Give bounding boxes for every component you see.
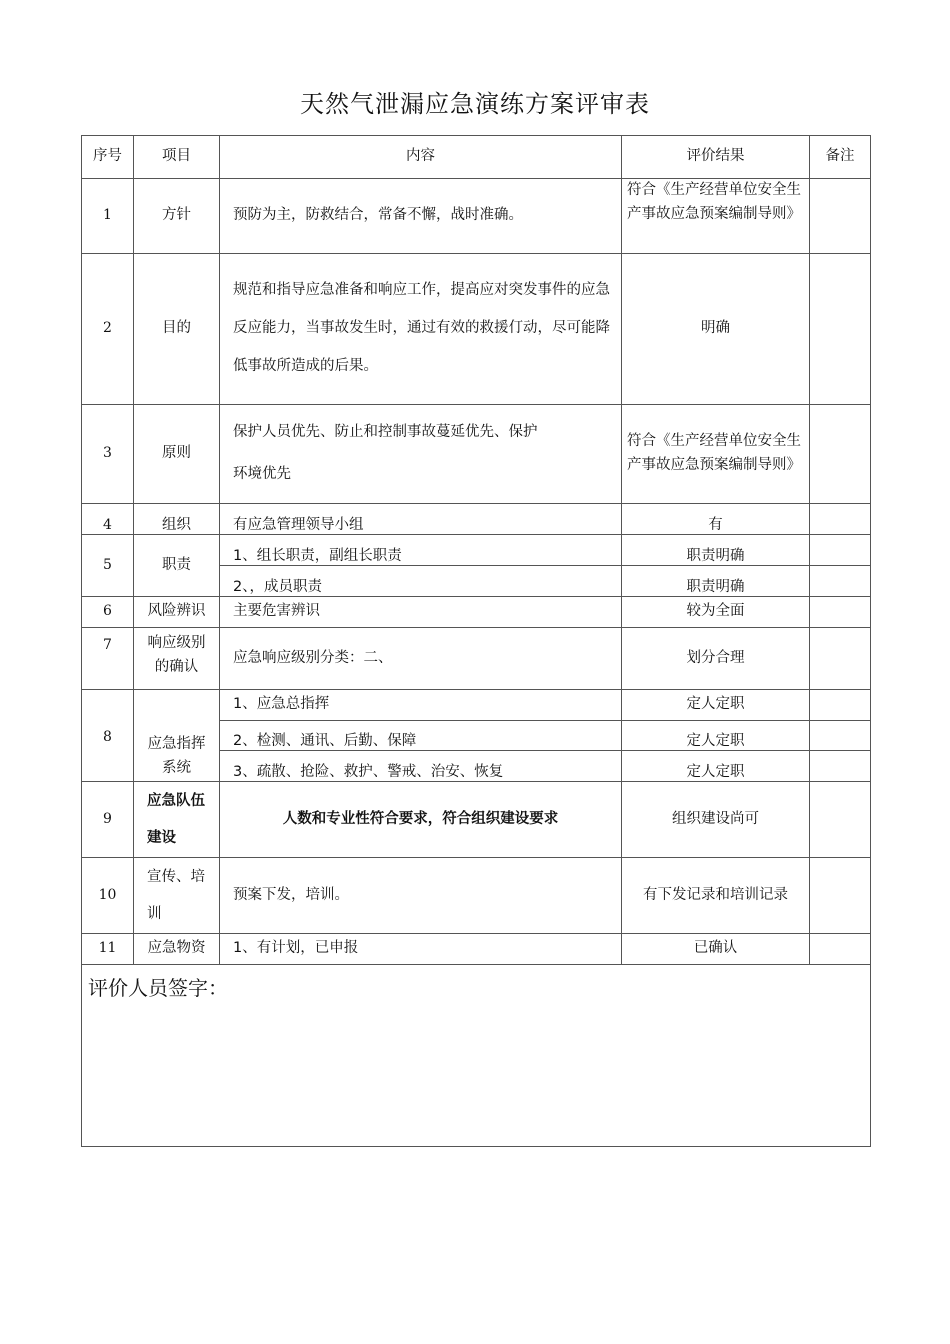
row-result: 职责明确: [622, 535, 810, 566]
row-content: 主要危害辨识: [220, 597, 622, 628]
row-item: 组织: [134, 504, 220, 535]
content-line: 保护人员优先、防止和控制事故蔓延优先、保护: [233, 424, 538, 441]
row-content: 有应急管理领导小组: [220, 504, 622, 535]
table-row: [82, 858, 871, 934]
row-note: [810, 566, 871, 597]
item-line: 应急指挥: [147, 736, 206, 753]
row-note: [810, 751, 871, 782]
row-number: 7: [82, 628, 134, 690]
header-content: 内容: [220, 136, 622, 179]
row-item: 原则: [134, 405, 220, 504]
row-content: 人数和专业性符合要求，符合组织建设要求: [220, 782, 622, 858]
row-result: 较为全面: [622, 597, 810, 628]
row-note: [810, 858, 871, 934]
signature-label: 评价人员签字：: [88, 976, 228, 1000]
row-result: 已确认: [622, 934, 810, 965]
table-row: [82, 690, 871, 721]
row-note: [810, 690, 871, 721]
table-row: [82, 179, 871, 254]
row-number: 4: [82, 504, 134, 535]
row-result: 符合《生产经营单位安全生产事故应急预案编制导则》: [622, 179, 810, 254]
row-content: 预防为主，防救结合，常备不懈，战时准确。: [220, 179, 622, 254]
row-result: 有下发记录和培训记录: [622, 858, 810, 934]
content-line: 环境优先: [233, 466, 291, 482]
row-content: 3、疏散、抢险、救护、警戒、治安、恢复: [220, 751, 622, 782]
item-line: 应急队伍: [147, 793, 205, 810]
row-note: [810, 535, 871, 566]
item-line: 建设: [147, 829, 176, 846]
row-note: [810, 405, 871, 504]
row-result: 定人定职: [622, 721, 810, 751]
row-result: 职责明确: [622, 566, 810, 597]
table-row: [82, 782, 871, 858]
document-title: 天然气泄漏应急演练方案评审表: [300, 90, 650, 118]
row-number: 5: [82, 535, 134, 597]
signature-row: [82, 965, 871, 1147]
header-no: 序号: [82, 136, 134, 179]
row-number: 11: [82, 934, 134, 965]
row-result: 有: [622, 504, 810, 535]
row-number: 1: [82, 179, 134, 254]
row-note: [810, 628, 871, 690]
table-row: [82, 504, 871, 535]
row-content: 1、有计划，已申报: [220, 934, 622, 965]
row-item: [134, 858, 220, 934]
row-number: 8: [82, 690, 134, 782]
row-note: [810, 782, 871, 858]
row-note: [810, 504, 871, 535]
row-item: 风险辨识: [134, 597, 220, 628]
row-result: 组织建设尚可: [622, 782, 810, 858]
row-item: 应急物资: [134, 934, 220, 965]
item-line: 训: [147, 905, 162, 922]
row-number: 3: [82, 405, 134, 504]
row-number: 6: [82, 597, 134, 628]
row-note: [810, 179, 871, 254]
header-note: 备注: [810, 136, 871, 179]
item-line: 宣传、培: [147, 869, 205, 886]
table-row: [82, 597, 871, 628]
row-result: 符合《生产经营单位安全生产事故应急预案编制导则》: [622, 405, 810, 504]
signature-area[interactable]: [82, 965, 871, 1147]
row-item: [134, 628, 220, 690]
row-content: 1、组长职责，副组长职责: [220, 535, 622, 566]
row-item: 方针: [134, 179, 220, 254]
row-result: 定人定职: [622, 690, 810, 721]
row-note: [810, 597, 871, 628]
row-item: 职责: [134, 535, 220, 597]
table-row: [82, 535, 871, 566]
table-row: [82, 254, 871, 405]
row-note: [810, 934, 871, 965]
row-number: 10: [82, 858, 134, 934]
row-result: 划分合理: [622, 628, 810, 690]
row-note: [810, 254, 871, 405]
header-result: 评价结果: [622, 136, 810, 179]
row-item: 目的: [134, 254, 220, 405]
row-content: 应急响应级别分类：二、: [220, 628, 622, 690]
row-content: 2、检测、通讯、后勤、保障: [220, 721, 622, 751]
table-row: [82, 405, 871, 504]
row-item: [134, 690, 220, 782]
row-content: 2、，成员职责: [220, 566, 622, 597]
row-number: 2: [82, 254, 134, 405]
item-line: 系统: [162, 760, 191, 777]
row-content: [220, 405, 622, 504]
item-line: 的确认: [154, 658, 199, 675]
table-row: [82, 934, 871, 965]
item-line: 响应级别: [147, 635, 206, 651]
row-result: 明确: [622, 254, 810, 405]
row-content: 规范和指导应急准备和响应工作，提高应对突发事件的应急反应能力，当事故发生时，通过有效的救援仃动，尽可能降低事故所造成的后果。: [220, 254, 622, 405]
row-number: 9: [82, 782, 134, 858]
table-row: [82, 628, 871, 690]
header-item: 项目: [134, 136, 220, 179]
table-header-row: [82, 136, 871, 179]
review-table: [81, 135, 871, 1147]
row-note: [810, 721, 871, 751]
row-content: 1、应急总指挥: [220, 690, 622, 721]
row-result: 定人定职: [622, 751, 810, 782]
row-item: [134, 782, 220, 858]
row-content: 预案下发，培训。: [220, 858, 622, 934]
